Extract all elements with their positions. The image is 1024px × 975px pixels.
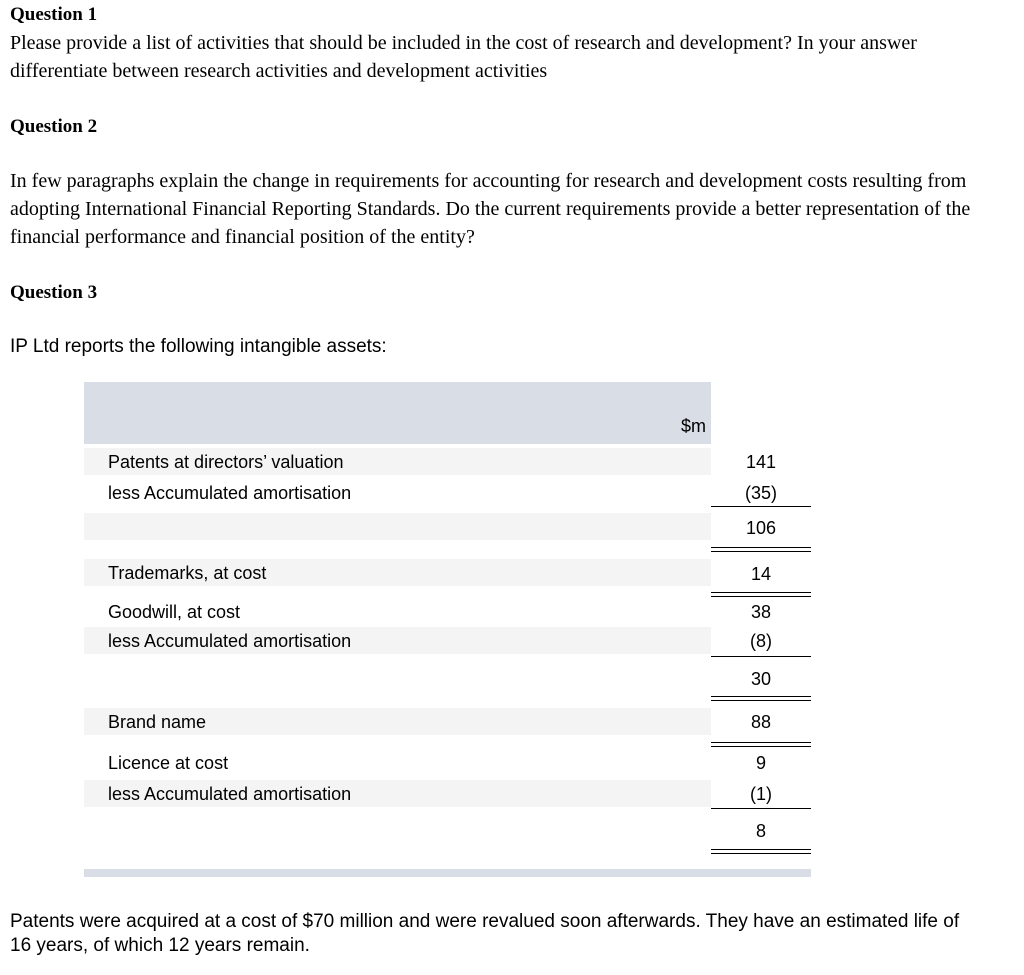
- row-value: 9: [755, 753, 766, 773]
- total-rule: [711, 696, 811, 701]
- row-value: 88: [750, 712, 772, 732]
- table-row: [84, 479, 711, 506]
- row-value: 141: [745, 452, 777, 472]
- table-row: [84, 708, 711, 735]
- intangible-assets-table: [84, 382, 811, 877]
- table-row: [84, 448, 711, 475]
- table-row: [84, 559, 711, 586]
- table-unit-header: $m: [681, 416, 707, 436]
- table-row: [84, 598, 711, 625]
- subtotal-rule: [711, 808, 811, 809]
- row-value: (8): [750, 631, 772, 651]
- row-label: Patents at directors’ valuation: [108, 452, 344, 472]
- table-row: [84, 513, 711, 540]
- row-label: less Accumulated amortisation: [108, 483, 352, 503]
- question-1-heading: Question 1: [10, 4, 98, 25]
- row-value: (35): [744, 483, 777, 503]
- total-rule: [711, 742, 811, 747]
- row-label: Trademarks, at cost: [108, 563, 267, 583]
- row-label: less Accumulated amortisation: [108, 631, 352, 651]
- table-header-band: [84, 382, 711, 444]
- row-label: less Accumulated amortisation: [108, 784, 352, 804]
- question-2-heading: Question 2: [10, 116, 98, 137]
- row-value: 8: [755, 821, 766, 841]
- table-row: [84, 627, 711, 654]
- row-value: 106: [745, 518, 777, 538]
- table-row: [84, 664, 711, 691]
- total-rule: [711, 592, 811, 597]
- table-row: [84, 816, 711, 843]
- table-footer-band: [84, 869, 811, 877]
- row-value: 30: [750, 669, 772, 689]
- row-label: Licence at cost: [108, 753, 229, 773]
- question-3-closing: Patents were acquired at a cost of $70 million and were revalued soon afterwards. They have an estimated life of 16 years, of which 12 years remain.: [10, 911, 960, 956]
- total-rule: [711, 849, 811, 854]
- row-label: Goodwill, at cost: [108, 602, 241, 622]
- table-row: [84, 780, 711, 807]
- total-rule: [711, 547, 811, 552]
- row-value: (1): [750, 784, 772, 804]
- question-3-intro: IP Ltd reports the following intangible assets:: [10, 336, 387, 357]
- subtotal-rule: [711, 656, 811, 657]
- subtotal-rule: [711, 506, 811, 507]
- question-3-heading: Question 3: [10, 282, 98, 303]
- row-label: Brand name: [108, 712, 207, 732]
- table-row: [84, 749, 711, 776]
- row-value: 38: [750, 602, 772, 622]
- question-2-text: In few paragraphs explain the change in requirements for accounting for research and development costs resulting from adopting International Financial Reporting Standards. Do the current requirements provide a better representation of the financial performance and financial position of the entity?: [10, 170, 971, 248]
- row-value: 14: [750, 564, 772, 584]
- question-1-text: Please provide a list of activities that should be included in the cost of research and development? In your answer differentiate between research activities and development activities: [10, 32, 917, 82]
